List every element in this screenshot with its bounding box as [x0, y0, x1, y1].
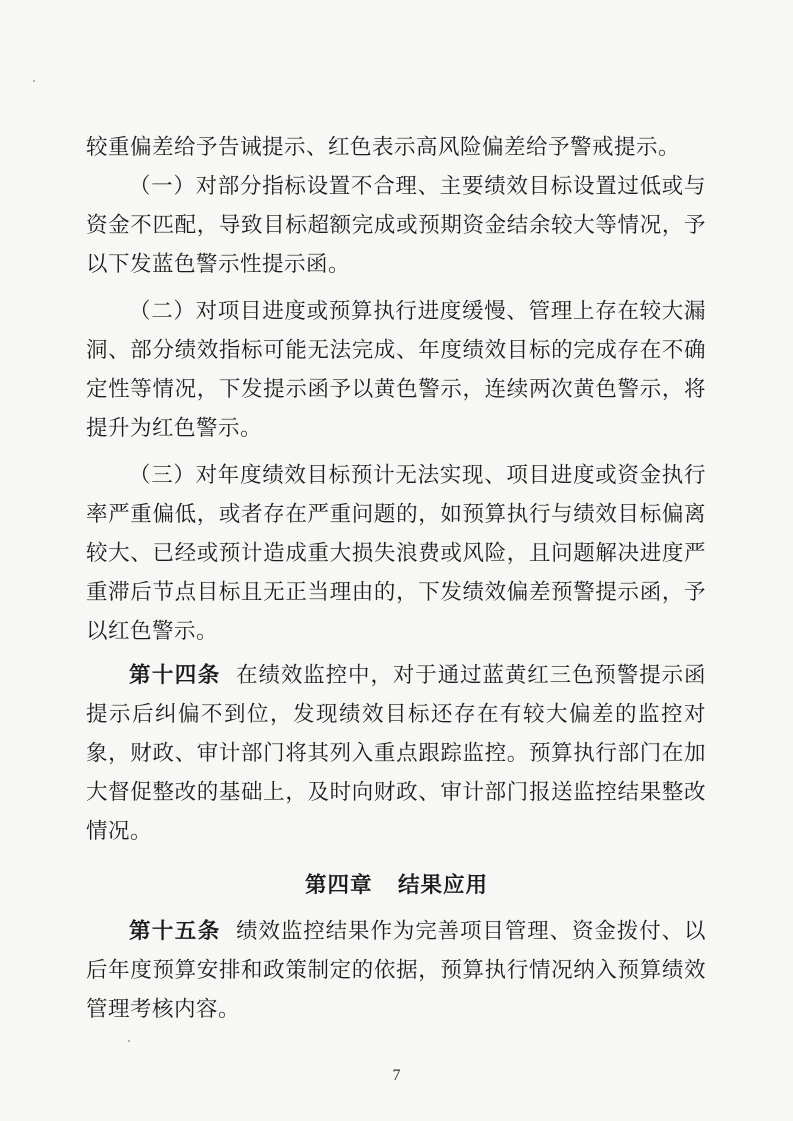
article-15-heading: 第十五条: [129, 919, 221, 944]
paragraph-item-1: （一）对部分指标设置不合理、主要绩效目标设置过低或与资金不匹配，导致目标超额完成或预期资金结余较大等情况，予以下发蓝色警示性提示函。: [86, 174, 706, 277]
scan-speck: [128, 1040, 130, 1042]
page-number: 7: [392, 1067, 401, 1084]
article-15: [86, 912, 706, 1029]
paragraph-item-3: （三）对年度绩效目标预计无法实现、项目进度或资金执行率严重偏低，或者存在严重问题的，如预算执行与绩效目标偏离较大、已经或预计造成重大损失浪费或风险，且问题解决进度严重滞后节点目标且无正当理由的，下发绩效偏差预警提示函，予以红色警示。: [86, 463, 706, 644]
article-14-text: 在绩效监控中，对于通过蓝黄红三色预警提示函提示后纠偏不到位，发现绩效目标还存在有较大偏差的监控对象，财政、审计部门将其列入重点跟踪监控。预算执行部门在加大督促整改的基础上，及时向财政、审计部门报送监控结果整改情况。: [86, 663, 706, 844]
scan-speck: [33, 80, 35, 82]
chapter-title: 第四章 结果应用: [305, 873, 488, 898]
article-15-text: 绩效监控结果作为完善项目管理、资金拨付、以后年度预算安排和政策制定的依据，预算执行情况纳入预算绩效管理考核内容。: [86, 919, 706, 1022]
paragraph-continuation: 较重偏差给予告诫提示、红色表示高风险偏差给予警戒提示。: [86, 135, 681, 160]
article-14: [86, 656, 706, 851]
paragraph-item-2: （二）对项目进度或预算执行进度缓慢、管理上存在较大漏洞、部分绩效指标可能无法完成、年度绩效目标的完成存在不确定性等情况，下发提示函予以黄色警示，连续两次黄色警示，将提升为红色警示。: [86, 299, 706, 441]
article-14-heading: 第十四条: [129, 663, 221, 688]
